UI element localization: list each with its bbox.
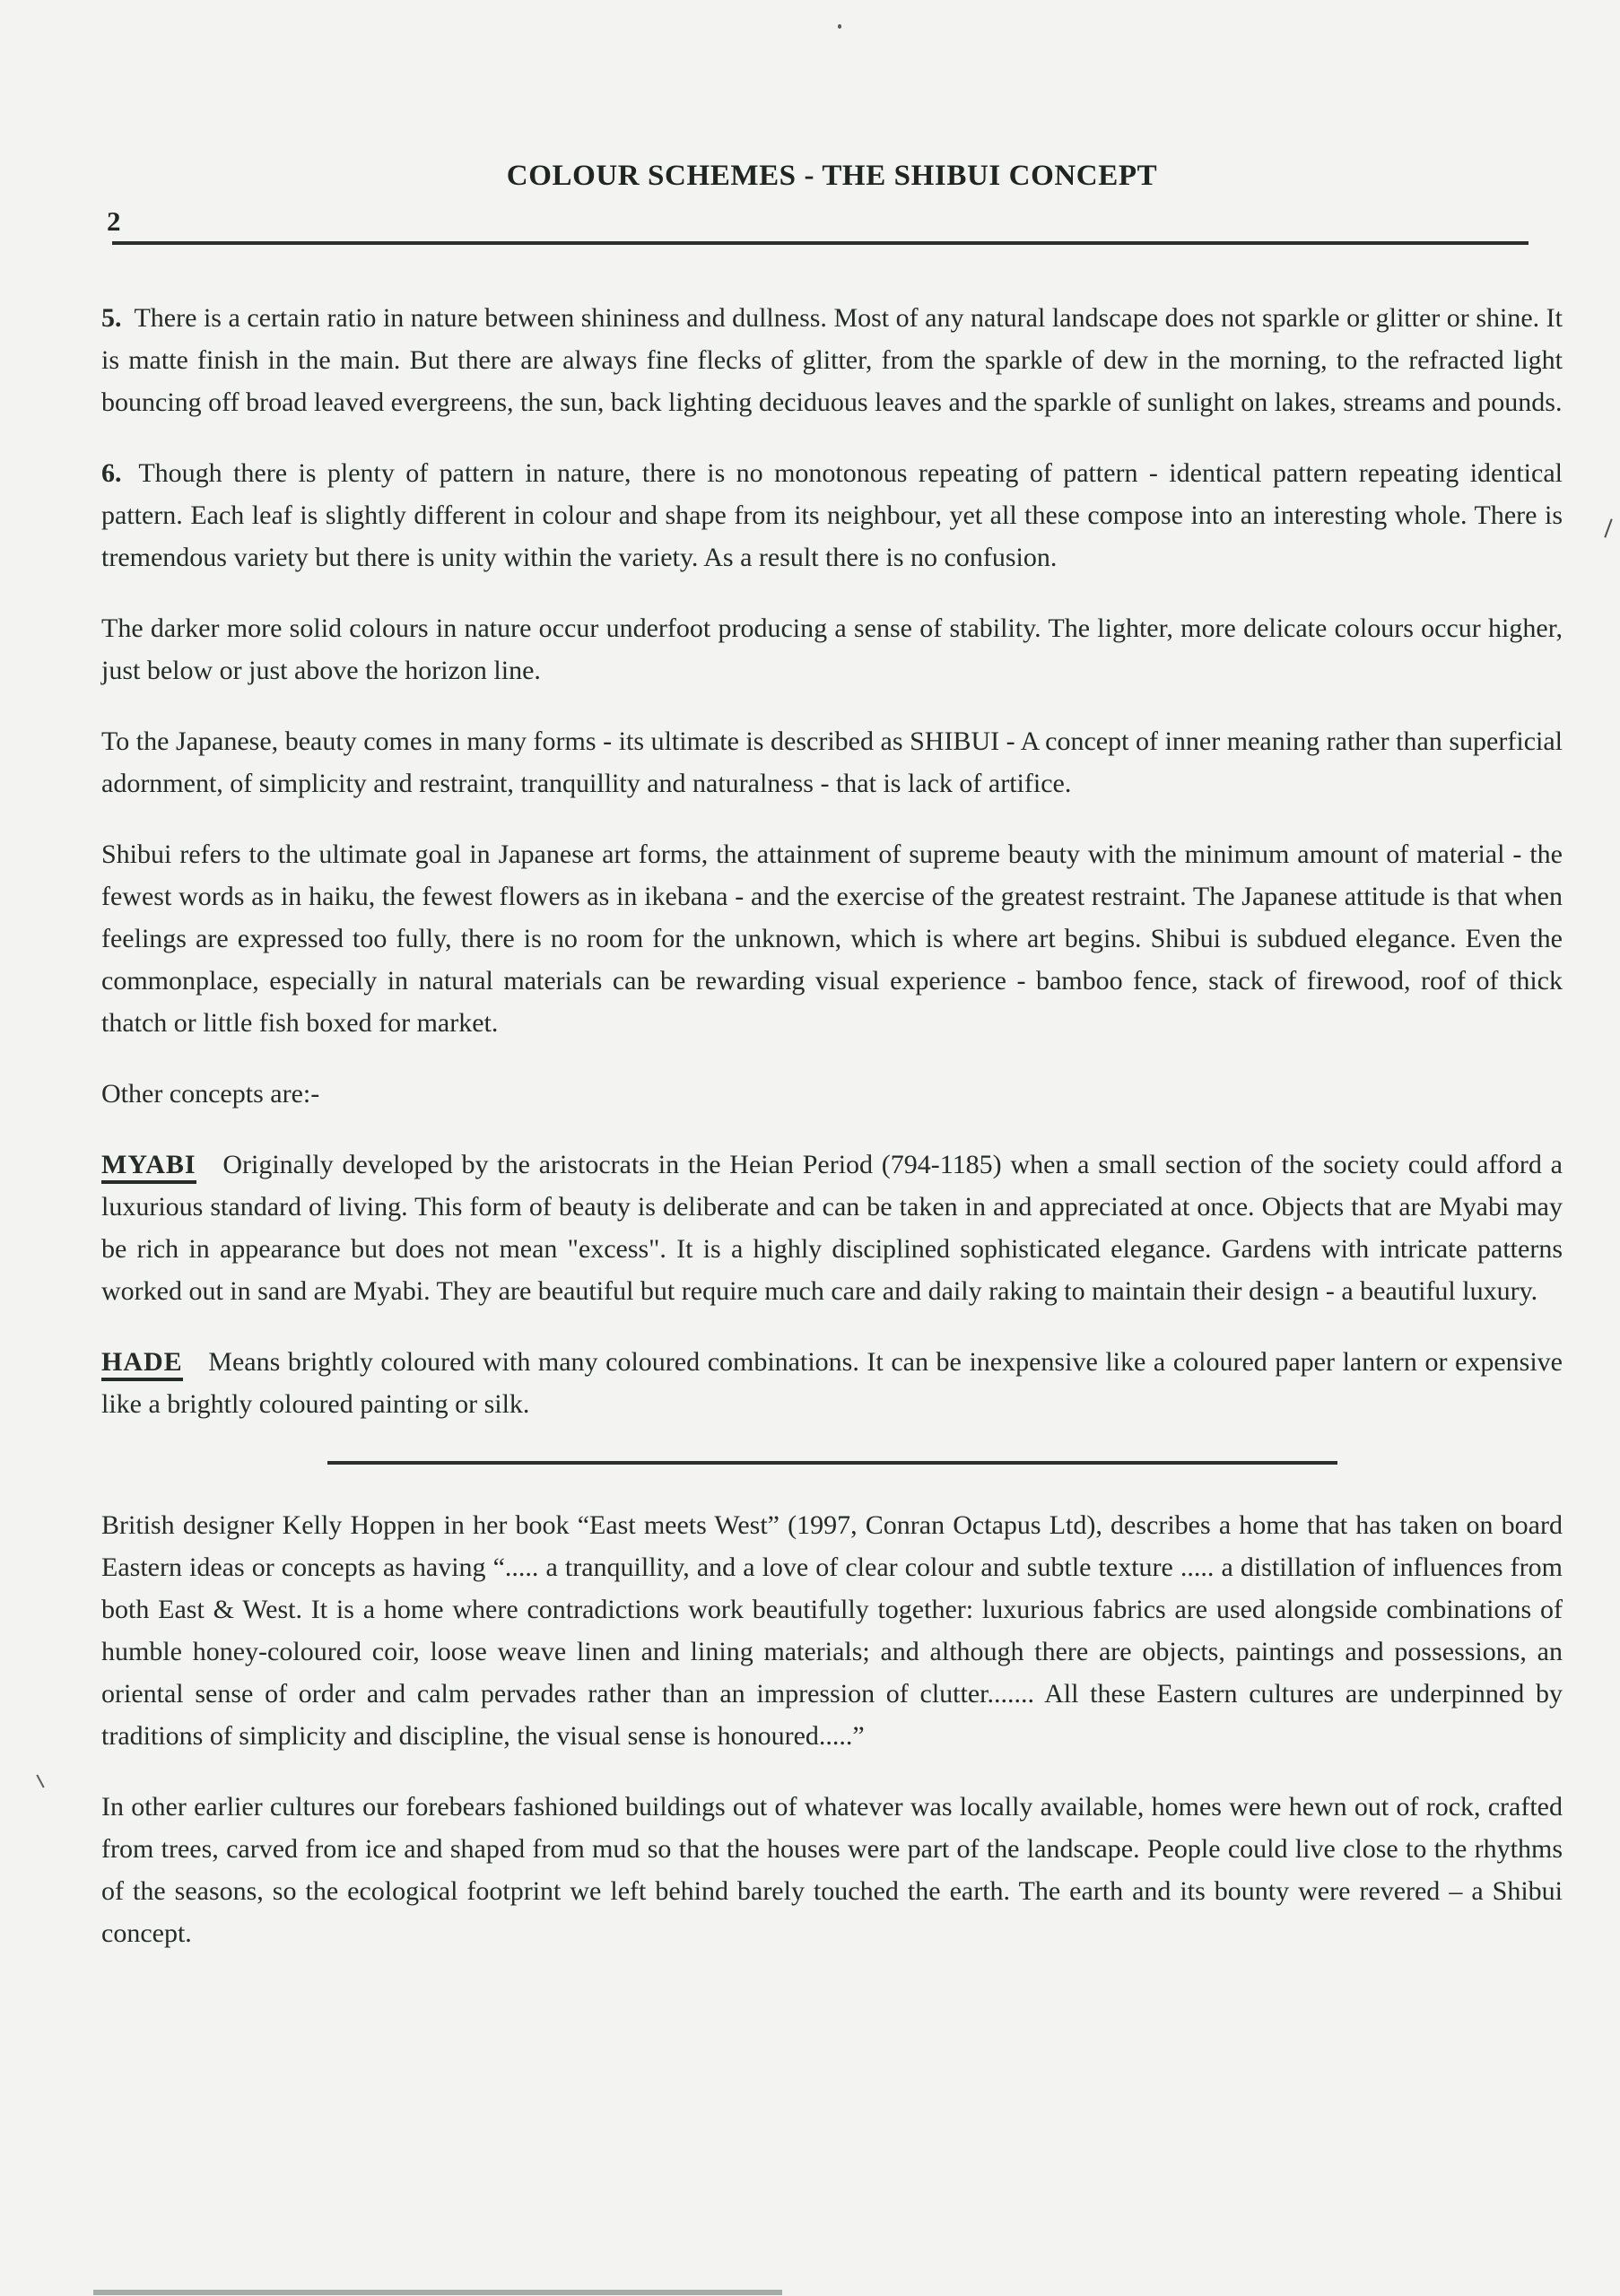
paragraph-text: The darker more solid colours in nature occur underfoot producing a sense of stability. The lighter, more delicate colours occur higher, just below or just above the horizon line. <box>101 613 1563 685</box>
para-other-concepts <box>101 1073 1563 1115</box>
scan-artifact-bottom-bar <box>93 2290 782 2295</box>
paragraph-text: There is a certain ratio in nature between shininess and dullness. Most of any natural landscape does not sparkle or glitter or shine. It is matte finish in the main. But there are always fine flecks of glitter, from the sparkle of dew in the morning, to the refracted light bouncing off broad leaved evergreens, the sun, back lighting deciduous leaves and the sparkle of sunlight on lakes, streams and pounds. <box>101 303 1563 417</box>
para-kelly-hoppen-quote <box>101 1504 1563 1757</box>
para-hade <box>101 1341 1563 1425</box>
paragraph-number: 5. <box>101 303 122 333</box>
para-earlier-cultures <box>101 1786 1563 1954</box>
page-number: 2 <box>107 205 121 237</box>
paragraph-text: Originally developed by the aristocrats in the Heian Period (794-1185) when a small section of the society could afford a luxurious standard of living. This form of beauty is deliberate and can be taken in and appreciated at once. Objects that are Myabi may be rich in appearance but does not mean "excess". It is a highly disciplined sophisticated elegance. Gardens with intricate patterns worked out in sand are Myabi. They are beautiful but require much care and daily raking to maintain their design - a beautiful luxury. <box>101 1150 1563 1306</box>
para-5-shininess-ratio <box>101 297 1563 423</box>
scan-artifact-mark-left <box>36 1774 44 1787</box>
paragraph-text: Shibui refers to the ultimate goal in Japanese art forms, the attainment of supreme beauty with the minimum amount of material - the fewest words as in haiku, the fewest flowers as in ikebana - and the exercise of the greatest restraint. The Japanese attitude is that when feelings are expressed too fully, there is no room for the unknown, which is where art begins. Shibui is subdued elegance. Even the commonplace, especially in natural materials can be rewarding visual experience - bamboo fence, stack of firewood, roof of thick thatch or little fish boxed for market. <box>101 839 1563 1038</box>
scan-artifact-mark-right <box>1604 518 1612 537</box>
para-japanese-beauty-shibui <box>101 720 1563 804</box>
paragraph-text: In other earlier cultures our forebears fashioned buildings out of whatever was locally available, homes were hewn out of rock, crafted from trees, carved from ice and shaped from mud so that the houses were part of the landscape. People could live close to the rhythms of the seasons, so the ecological footprint we left behind barely touched the earth. The earth and its bounty were revered – a Shibui concept. <box>101 1792 1563 1948</box>
paragraph-text: Other concepts are:- <box>101 1079 320 1109</box>
paragraph-text: Means brightly coloured with many coloured combinations. It can be inexpensive like a coloured paper lantern or expensive like a brightly coloured painting or silk. <box>101 1347 1563 1419</box>
paragraph-text: Though there is plenty of pattern in nature, there is no monotonous repeating of pattern - identical pattern repeating identical pattern. Each leaf is slightly different in colour and shape from its neighbour, yet all these compose into an interesting whole. There is tremendous variety but there is unity within the variety. As a result there is no confusion. <box>101 458 1563 572</box>
section-divider-rule <box>327 1461 1337 1465</box>
paragraph-text: To the Japanese, beauty comes in many forms - its ultimate is described as SHIBUI - A concept of inner meaning rather than superficial adornment, of simplicity and restraint, tranquillity and naturalness - that is lack of artifice. <box>101 726 1563 798</box>
para-6-pattern-variety <box>101 452 1563 578</box>
para-shibui-definition <box>101 833 1563 1044</box>
para-darker-colours <box>101 607 1563 691</box>
paragraph-number: 6. <box>101 458 122 488</box>
term-hade: HADE <box>101 1347 183 1381</box>
paragraph-text: British designer Kelly Hoppen in her book “East meets West” (1997, Conran Octapus Ltd), describes a home that has taken on board Eastern ideas or concepts as having “..... a tranquillity, and a love of clear colour and subtle texture ..... a distillation of influences from both East & West. It is a home where contradictions work beautifully together: luxurious fabrics are used alongside combinations of humble honey-coloured coir, loose weave linen and lining materials; and although there are objects, paintings and possessions, an oriental sense of order and calm pervades rather than an impression of clutter....... All these Eastern cultures are underpinned by traditions of simplicity and discipline, the visual sense is honoured.....” <box>101 1510 1563 1751</box>
page-content <box>101 0 1563 1983</box>
page-title: COLOUR SCHEMES - THE SHIBUI CONCEPT <box>506 160 1158 192</box>
para-myabi <box>101 1144 1563 1312</box>
scan-artifact-dot-top <box>838 24 841 29</box>
body-text <box>101 297 1563 1954</box>
term-myabi: MYABI <box>101 1150 196 1184</box>
header-rule <box>112 241 1529 245</box>
